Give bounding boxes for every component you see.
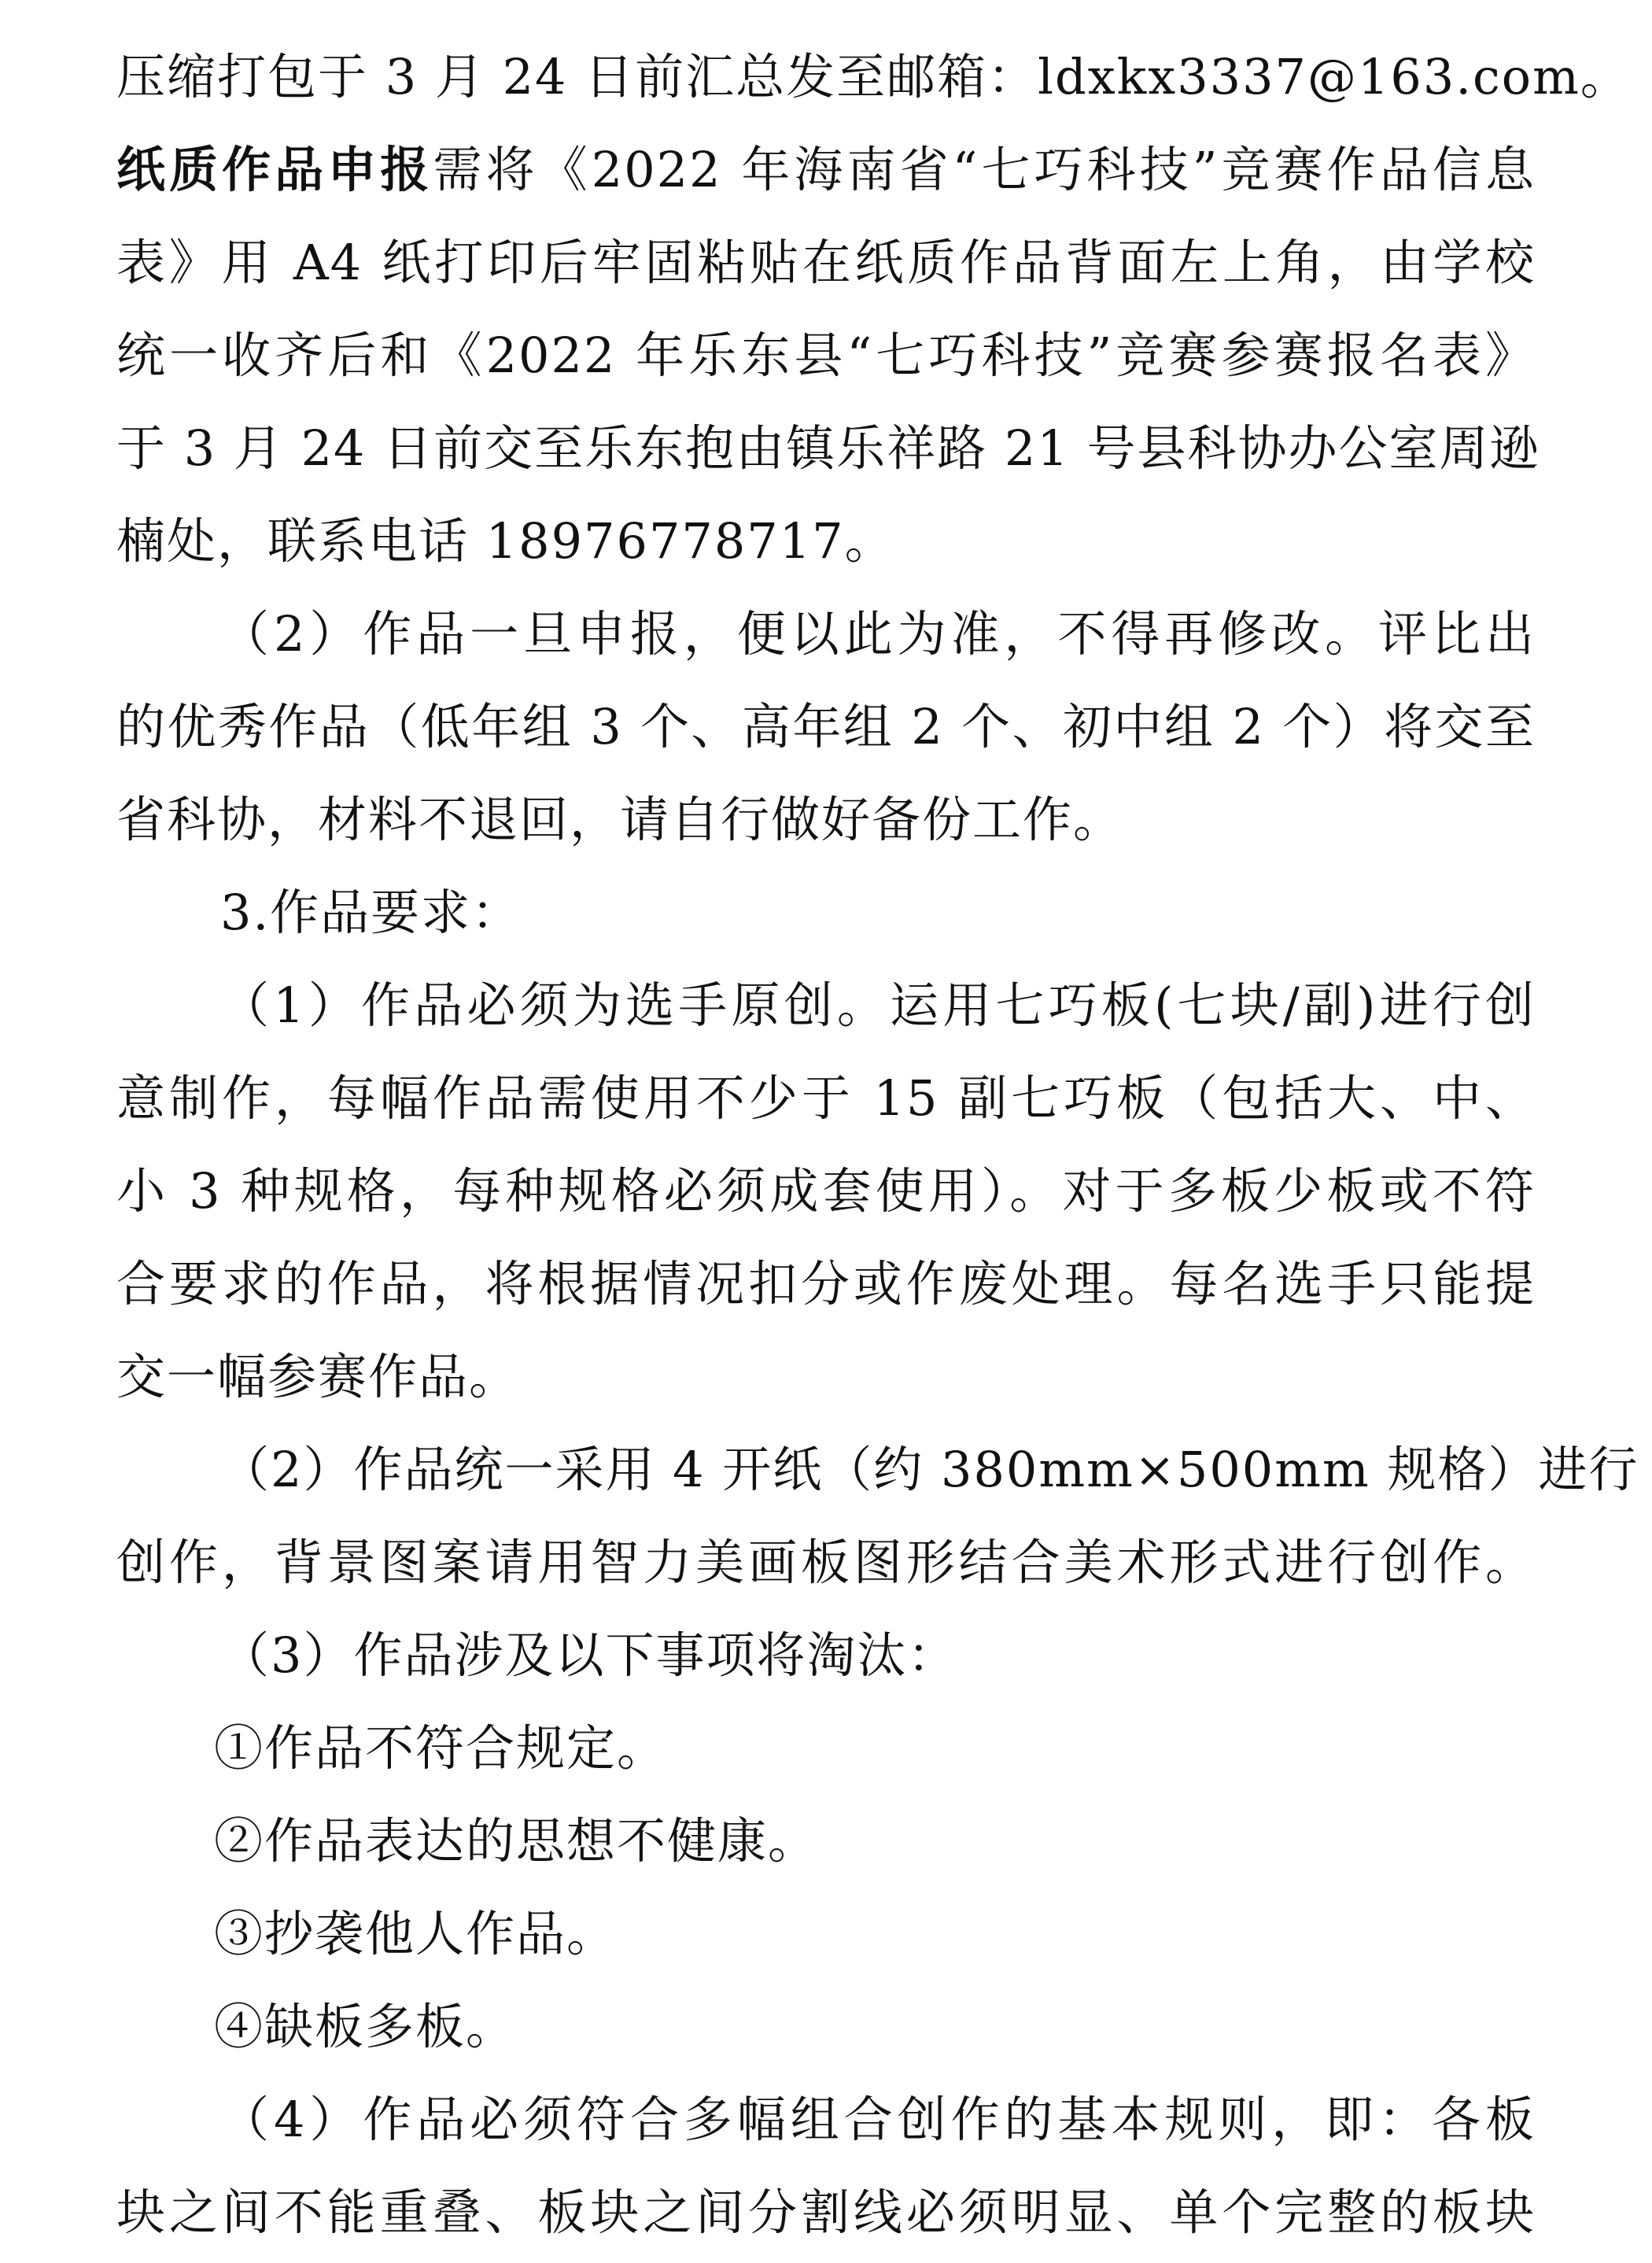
text-line-8: 的优秀作品（低年组 3 个、高年组 2 个、初中组 2 个）将交至 — [116, 698, 1536, 755]
text-line-2-rest: 需将《2022 年海南省“七巧科技”竞赛作品信息 — [433, 141, 1536, 198]
text-line-12: 意制作，每幅作品需使用不少于 15 副七巧板（包括大、中、 — [116, 1069, 1536, 1127]
section-heading-work-requirements: 3.作品要求： — [220, 884, 522, 941]
text-line-11: （1）作品必须为选手原创。运用七巧板(七块/副)进行创 — [220, 976, 1536, 1034]
text-line-4: 统一收齐后和《2022 年乐东县“七巧科技”竞赛参赛报名表》 — [116, 327, 1536, 384]
text-line-5: 于 3 月 24 日前交至乐东抱由镇乐祥路 21 号县科协办公室周逊 — [116, 419, 1540, 477]
text-line-24: 块之间不能重叠、板块之间分割线必须明显、单个完整的板块 — [116, 2184, 1536, 2241]
text-line-14: 合要求的作品，将根据情况扣分或作废处理。每名选手只能提 — [116, 1255, 1536, 1312]
text-line-3: 表》用 A4 纸打印后牢固粘贴在纸质作品背面左上角，由学校 — [116, 234, 1536, 291]
text-line-7: （2）作品一旦申报，便以此为准，不得再修改。评比出 — [220, 605, 1536, 663]
bold-heading-paper-submission: 纸质作品申报 — [116, 141, 433, 198]
text-line-15: 交一幅参赛作品。 — [116, 1348, 520, 1405]
list-item-4: ④缺板多板。 — [214, 1998, 517, 2055]
text-line-1: 压缩打包于 3 月 24 日前汇总发至邮箱：ldxkx3337@163.com。 — [116, 48, 1631, 105]
list-item-1: ①作品不符合规定。 — [214, 1719, 668, 1777]
text-line-6: 楠处，联系电话 18976778717。 — [116, 512, 895, 570]
text-line-18: （3）作品涉及以下事项将淘汰： — [220, 1626, 958, 1684]
text-line-13: 小 3 种规格，每种规格必须成套使用）。对于多板少板或不符 — [116, 1162, 1536, 1220]
text-line-16: （2）作品统一采用 4 开纸（约 380mm×500mm 规格）进行 — [220, 1441, 1639, 1498]
list-item-3: ③抄袭他人作品。 — [214, 1905, 618, 1962]
list-item-2: ②作品表达的思想不健康。 — [214, 1812, 819, 1870]
text-line-2 — [116, 124, 1536, 216]
text-line-17: 创作，背景图案请用智力美画板图形结合美术形式进行创作。 — [116, 1534, 1536, 1591]
text-line-23: （4）作品必须符合多幅组合创作的基本规则，即：各板 — [220, 2091, 1536, 2148]
text-line-9: 省科协，材料不退回，请自行做好备份工作。 — [116, 791, 1124, 848]
